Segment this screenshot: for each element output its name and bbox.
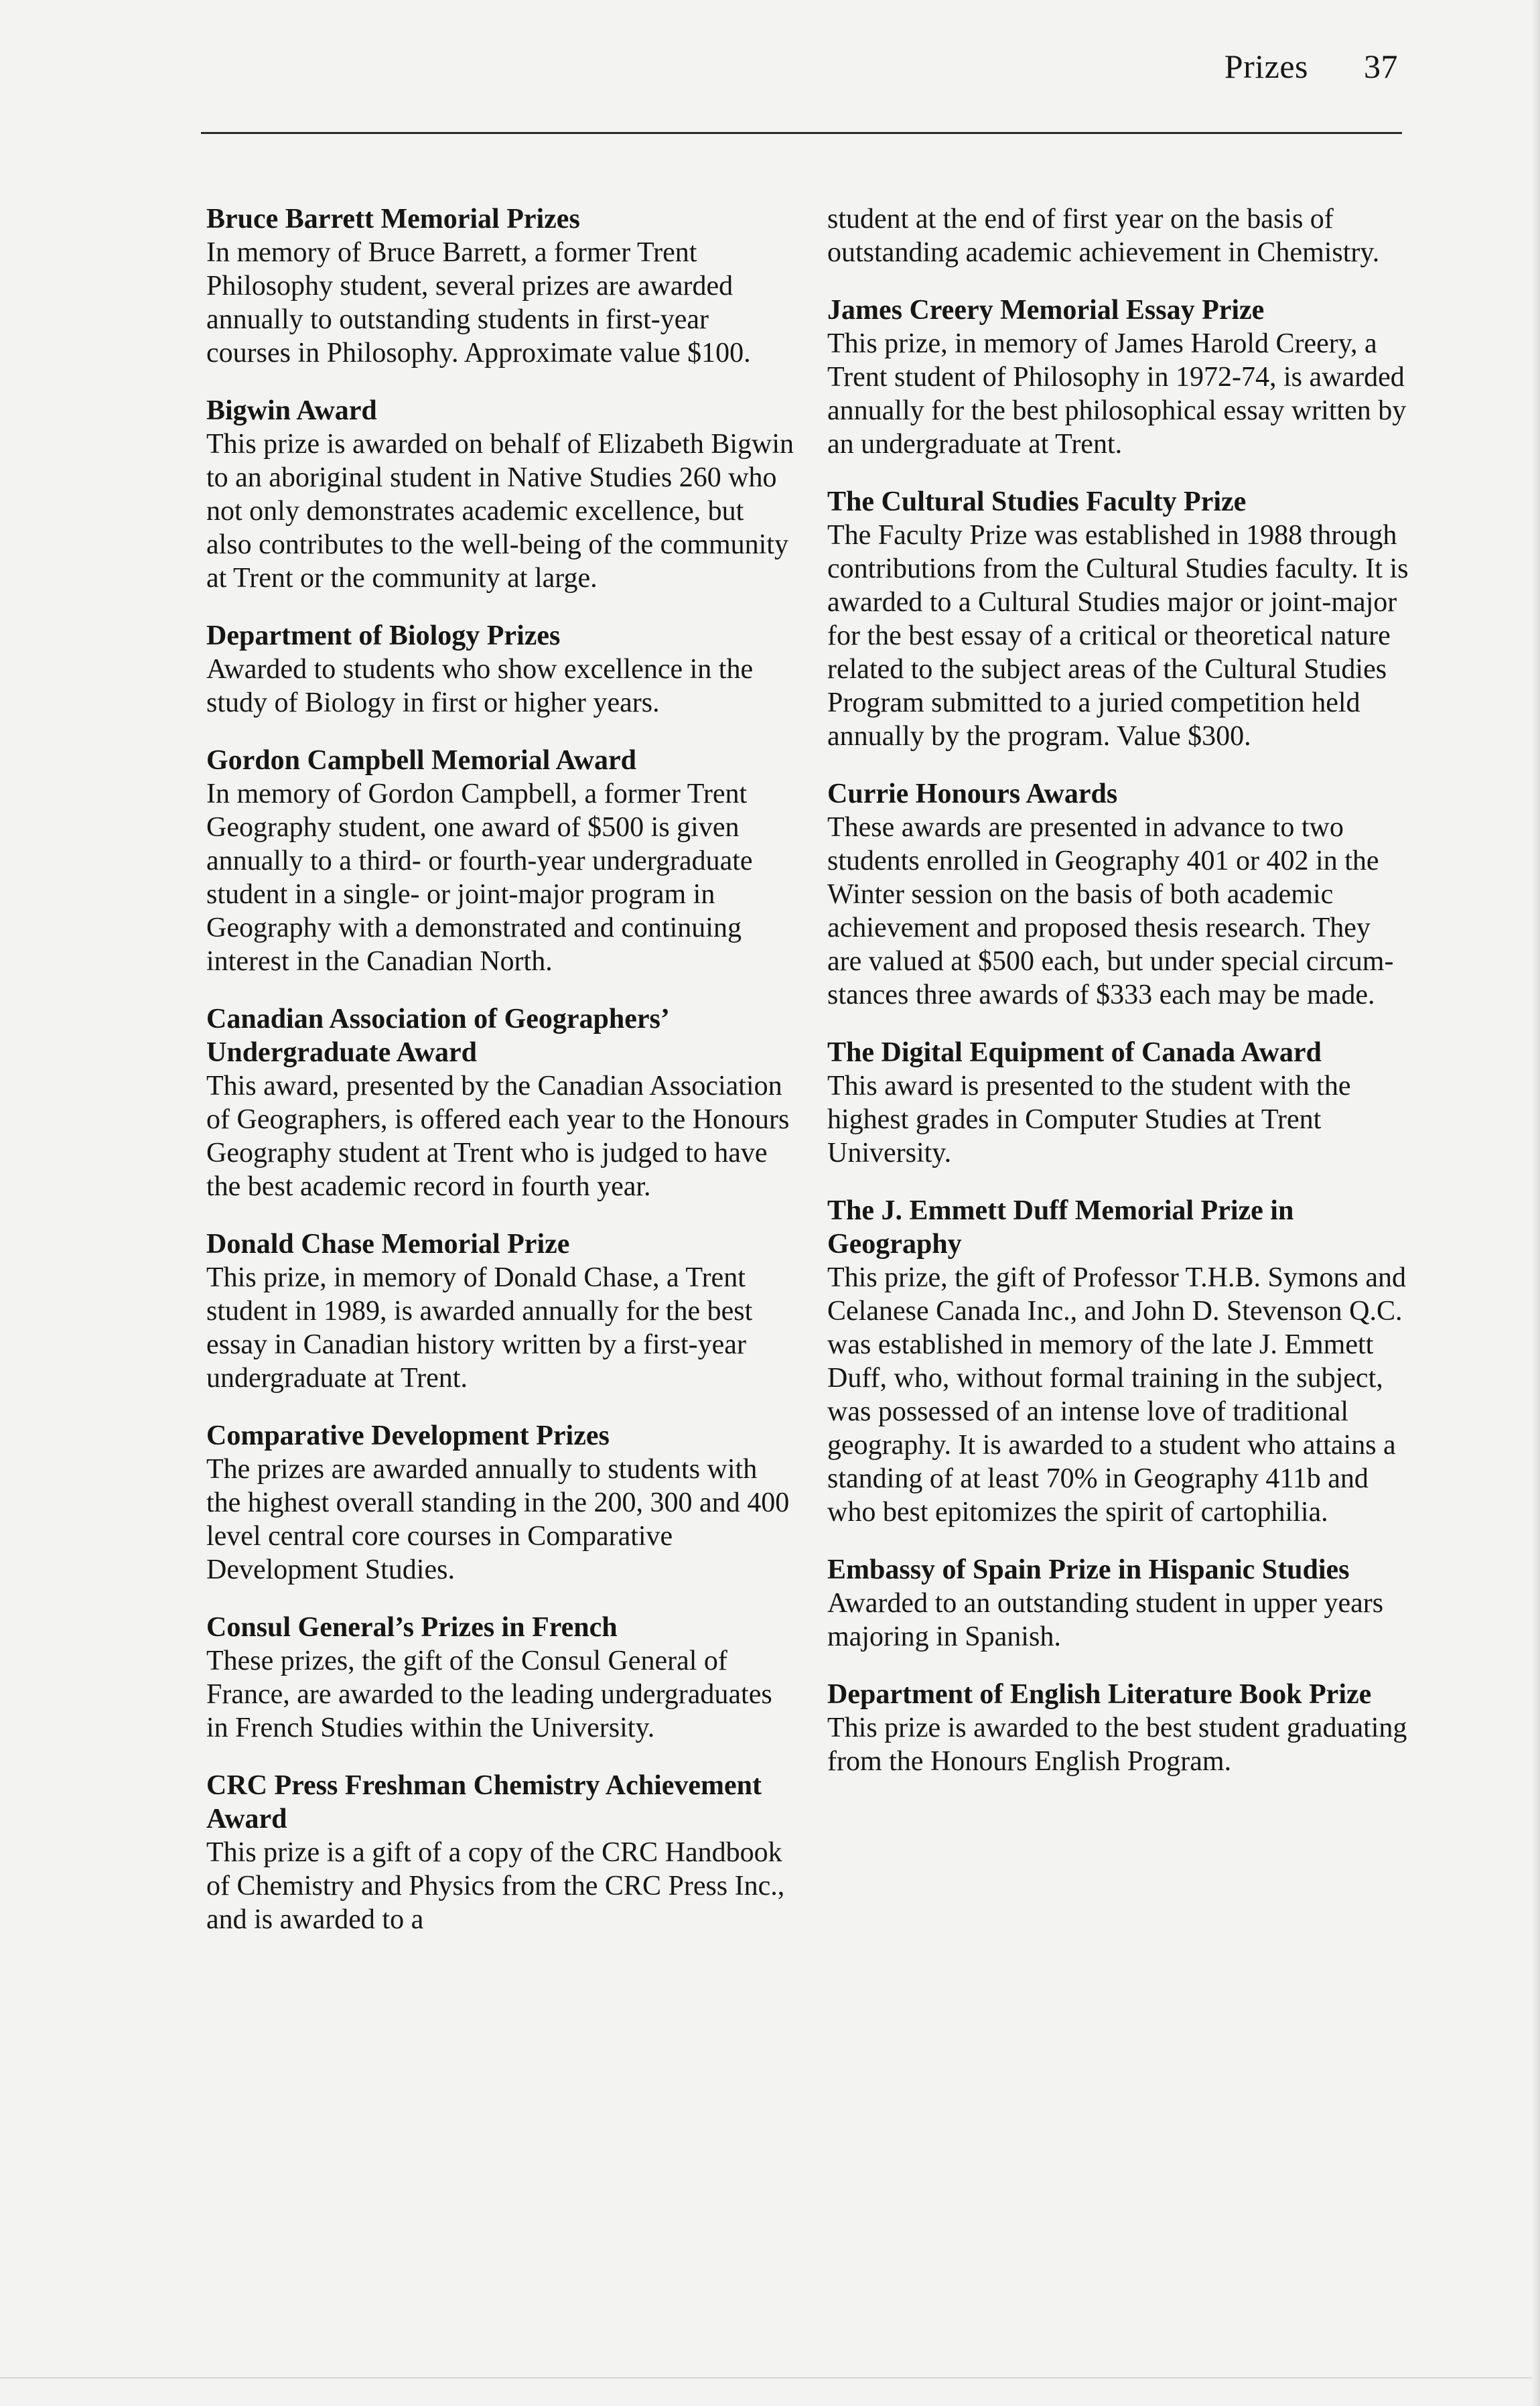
continued-text: student at the end of first year on the basis of outstanding academic achievement in Chemistry. <box>827 204 1380 268</box>
prize-entry <box>827 485 1410 753</box>
page-header <box>1224 47 1398 86</box>
prize-description: This award, presented by the Canadian Association of Geographers, is offered each year to the Honours Geography student at Trent who is judged to have the best academic record in fourth year. <box>206 1071 790 1202</box>
prize-description: This award is presented to the student with the highest grades in Computer Studies at Trent University. <box>827 1071 1351 1168</box>
prize-continuation <box>827 202 1410 269</box>
prize-title: Department of English Literature Book Prize <box>827 1679 1372 1710</box>
prize-entry <box>206 1769 796 1936</box>
prize-title: Department of Biology Prizes <box>206 620 561 651</box>
prize-description: In memory of Bruce Barrett, a former Trent Philosophy student, several prizes are awarded annually to outstanding students in first-year courses in Philosophy. Approximate value $100. <box>206 237 751 369</box>
prize-entry <box>206 394 796 595</box>
page-edge-shadow <box>1532 0 1540 2406</box>
prize-description: This prize, in memory of James Harold Creery, a Trent student of Philosophy in 1972-74, is awarded annually for the best philosophical essay written by an undergraduate at Trent. <box>827 328 1407 460</box>
header-rule <box>201 132 1402 134</box>
prize-entry <box>827 777 1410 1012</box>
prize-entry <box>827 1678 1410 1778</box>
prize-description: These awards are presented in advance to two students enrolled in Geography 401 or 402 in the Winter session on the basis of both academic achievement and proposed thesis research. They are valued at $500 each, but under special circum-stances three awards of $333 each may be made. <box>827 812 1394 1010</box>
prize-title: The Digital Equipment of Canada Award <box>827 1037 1322 1068</box>
prize-title: Gordon Campbell Memorial Award <box>206 745 637 776</box>
right-column <box>827 202 1410 1802</box>
prize-title: Currie Honours Awards <box>827 779 1118 809</box>
prize-description: These prizes, the gift of the Consul General of France, are awarded to the leading undergraduates in French Studies within the University. <box>206 1646 772 1743</box>
prize-title: James Creery Memorial Essay Prize <box>827 295 1265 326</box>
prize-description: The Faculty Prize was established in 1988 through contributions from the Cultural Studies faculty. It is awarded to a Cultural Studies major or joint-major for the best essay of a critical or theoretical nature related to the subject areas of the Cultural Studies Program submitted to a juried competition held annually by the program. Value $300. <box>827 520 1409 752</box>
prize-entry <box>827 1553 1410 1654</box>
prize-title: The J. Emmett Duff Memorial Prize in Geography <box>827 1195 1294 1260</box>
prize-title: The Cultural Studies Faculty Prize <box>827 486 1247 517</box>
prize-entry <box>827 1036 1410 1170</box>
prize-entry <box>206 1227 796 1395</box>
page-number: 37 <box>1364 48 1398 85</box>
prize-description: This prize is awarded to the best student graduating from the Honours English Program. <box>827 1713 1407 1777</box>
prize-entry <box>206 744 796 978</box>
prize-description: This prize is awarded on behalf of Elizabeth Bigwin to an aboriginal student in Native Studies 260 who not only demonstrates academic excellence, but also contributes to the well-being of the community at Trent or the community at large. <box>206 429 794 594</box>
prize-title: Comparative Development Prizes <box>206 1420 610 1451</box>
prize-description: Awarded to an outstanding student in upper years majoring in Spanish. <box>827 1588 1384 1652</box>
prize-entry <box>206 1419 796 1587</box>
prize-title: Bigwin Award <box>206 395 377 426</box>
section-title: Prizes <box>1224 48 1308 85</box>
prize-title: CRC Press Freshman Chemistry Achievement Award <box>206 1770 762 1834</box>
prize-title: Canadian Association of Geographers’ Undergraduate Award <box>206 1004 668 1068</box>
prize-title: Consul General’s Prizes in French <box>206 1612 618 1643</box>
prize-description: This prize is a gift of a copy of the CRC Handbook of Chemistry and Physics from the CRC Press Inc., and is awarded to a <box>206 1837 785 1935</box>
prize-description: This prize, the gift of Professor T.H.B. Symons and Celanese Canada Inc., and John D. Stevenson Q.C. was established in memory of the late J. Emmett Duff, who, without formal training in the subject, was possessed of an intense love of traditional geography. It is awarded to a student who attains a standing of at least 70% in Geography 411b and who best epitomizes the spirit of cartophilia. <box>827 1262 1407 1528</box>
prize-description: Awarded to students who show excellence in the study of Biology in first or higher years. <box>206 654 754 718</box>
prize-title: Bruce Barrett Memorial Prizes <box>206 204 580 235</box>
prize-entry <box>206 1002 796 1203</box>
prize-title: Embassy of Spain Prize in Hispanic Studies <box>827 1554 1350 1585</box>
prize-entry <box>206 1611 796 1745</box>
scan-edge <box>0 2377 1540 2379</box>
prize-title: Donald Chase Memorial Prize <box>206 1229 570 1260</box>
prize-description: The prizes are awarded annually to students with the highest overall standing in the 200, 300 and 400 level central core courses in Comparative Development Studies. <box>206 1454 790 1585</box>
prize-entry <box>206 619 796 720</box>
left-column <box>206 202 796 1960</box>
prize-entry <box>827 293 1410 461</box>
prize-entry <box>206 202 796 370</box>
prize-description: This prize, in memory of Donald Chase, a Trent student in 1989, is awarded annually for the best essay in Canadian history written by a first-year undergraduate at Trent. <box>206 1262 753 1394</box>
prize-description: In memory of Gordon Campbell, a former Trent Geography student, one award of $500 is given annually to a third- or fourth-year undergraduate student in a single- or joint-major program in Geography with a demonstrated and continuing interest in the Canadian North. <box>206 779 753 977</box>
prize-entry <box>827 1194 1410 1529</box>
